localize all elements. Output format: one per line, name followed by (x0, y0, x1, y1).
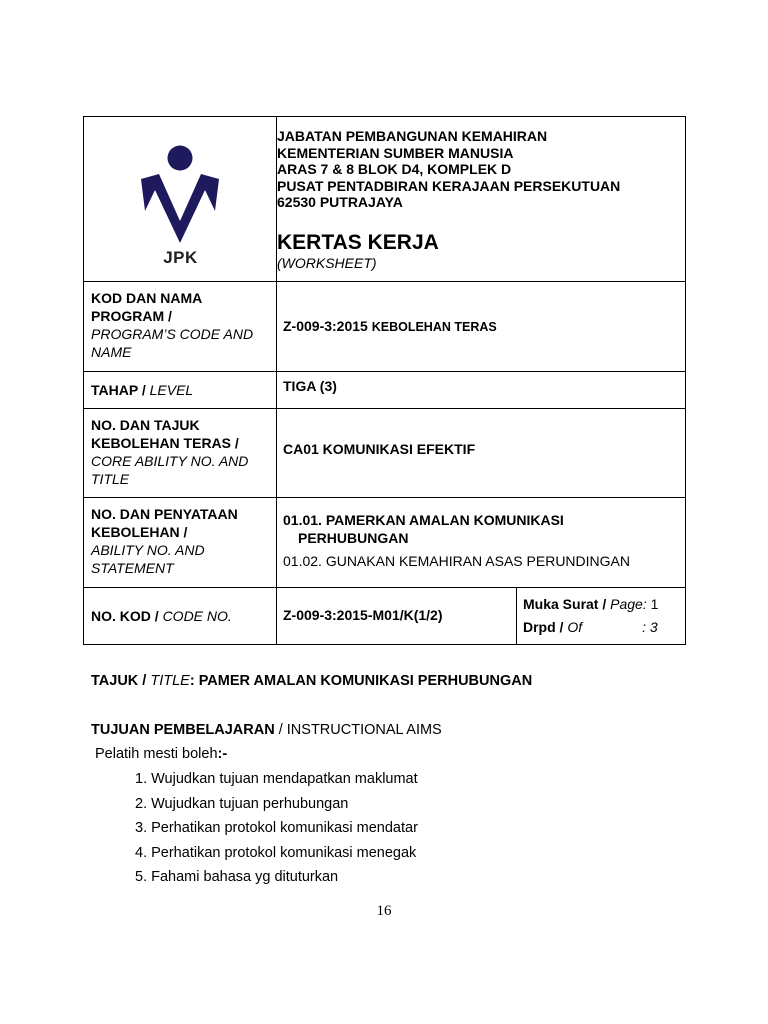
aims-heading-rest: / INSTRUCTIONAL AIMS (278, 722, 442, 738)
page-line (523, 593, 685, 616)
level-label (84, 372, 277, 409)
ability-statement-1: 01.01. PAMERKAN AMALAN KOMUNIKASI (283, 512, 564, 528)
program-label-italic: PROGRAM’S CODE AND NAME (91, 326, 254, 360)
page-value: 1 (650, 596, 659, 612)
jpk-logo (139, 145, 221, 243)
core-ability-label-italic: CORE ABILITY NO. AND TITLE (91, 453, 249, 487)
worksheet-form (83, 116, 685, 645)
aims-heading-bold: TUJUAN PEMBELAJARAN (91, 722, 275, 738)
org-address (277, 128, 685, 211)
ability-value (277, 498, 686, 588)
list-item: 2. Wujudkan tujuan perhubungan (135, 795, 349, 812)
title-line (91, 673, 691, 689)
worksheet-subtitle: (WORKSHEET) (277, 254, 377, 271)
program-label (84, 282, 277, 372)
list-item: 1. Wujudkan tujuan mendapatkan maklumat (135, 771, 418, 787)
level-value (277, 372, 686, 409)
title-label-bold: TAJUK / (91, 673, 147, 689)
worksheet-title: KERTAS KERJA (277, 230, 439, 254)
level-label-bold: TAHAP / (91, 382, 146, 398)
ability-label-italic: ABILITY NO. AND STATEMENT (91, 542, 205, 576)
list-item: 5. Fahami bahasa yg dituturkan (135, 869, 339, 885)
program-name: KEBOLEHAN TERAS (371, 320, 497, 334)
code-value-cell (277, 588, 686, 645)
level-label-italic: LEVEL (149, 382, 194, 398)
core-ability-value (277, 409, 686, 498)
of-line (523, 616, 685, 639)
core-ability-text: CA01 KOMUNIKASI EFEKTIF (283, 441, 476, 457)
title-label-italic: TITLE (150, 673, 190, 689)
aims-list (135, 770, 418, 893)
page-label-italic: Page: (610, 596, 647, 612)
code-label-bold: NO. KOD / (91, 608, 159, 624)
title-value: : PAMER AMALAN KOMUNIKASI PERHUBUNGAN (189, 673, 533, 689)
code-value: Z-009-3:2015-M01/K(1/2) (277, 588, 517, 644)
aims-heading (91, 722, 691, 738)
of-label-italic: Of (567, 619, 583, 635)
ability-statement-1-cont: PERHUBUNGAN (298, 530, 409, 546)
logo-cell (84, 117, 277, 282)
code-label (84, 588, 277, 645)
org-line: ARAS 7 & 8 BLOK D4, KOMPLEK D (277, 161, 512, 177)
org-line: KEMENTERIAN SUMBER MANUSIA (277, 144, 514, 161)
aims-intro (95, 746, 695, 762)
page-number: 16 (376, 903, 392, 919)
aims-intro-suffix: :- (217, 746, 228, 762)
list-item: 4. Perhatikan protokol komunikasi menegak (135, 844, 417, 861)
org-line: 62530 PUTRAJAYA (277, 194, 403, 210)
org-info-cell (277, 117, 686, 282)
page-label-bold: Muka Surat / (523, 596, 607, 612)
program-value (277, 282, 686, 372)
level-text: TIGA (3) (283, 378, 337, 394)
org-line: PUSAT PENTADBIRAN KERAJAAN PERSEKUTUAN (277, 177, 621, 194)
aims-intro-text: Pelatih mesti boleh (95, 746, 218, 762)
ability-label (84, 498, 277, 588)
logo-text: JPK (163, 248, 198, 267)
core-ability-label-bold: NO. DAN TAJUK KEBOLEHAN TERAS / (91, 417, 239, 451)
org-line: JABATAN PEMBANGUNAN KEMAHIRAN (277, 128, 548, 144)
core-ability-label (84, 409, 277, 498)
program-label-bold: KOD DAN NAMA PROGRAM / (91, 290, 202, 324)
of-label-bold: Drpd / (523, 619, 564, 635)
ability-label-bold: NO. DAN PENYATAAN KEBOLEHAN / (91, 506, 238, 540)
of-value: : 3 (642, 619, 658, 635)
page-info (517, 588, 685, 644)
ability-statement-2: 01.02. GUNAKAN KEMAHIRAN ASAS PERUNDINGAN (283, 553, 630, 569)
program-code: Z-009-3:2015 (283, 318, 368, 334)
header-table (83, 116, 686, 645)
code-label-italic: CODE NO. (162, 608, 232, 624)
list-item: 3. Perhatikan protokol komunikasi mendatar (135, 820, 418, 836)
